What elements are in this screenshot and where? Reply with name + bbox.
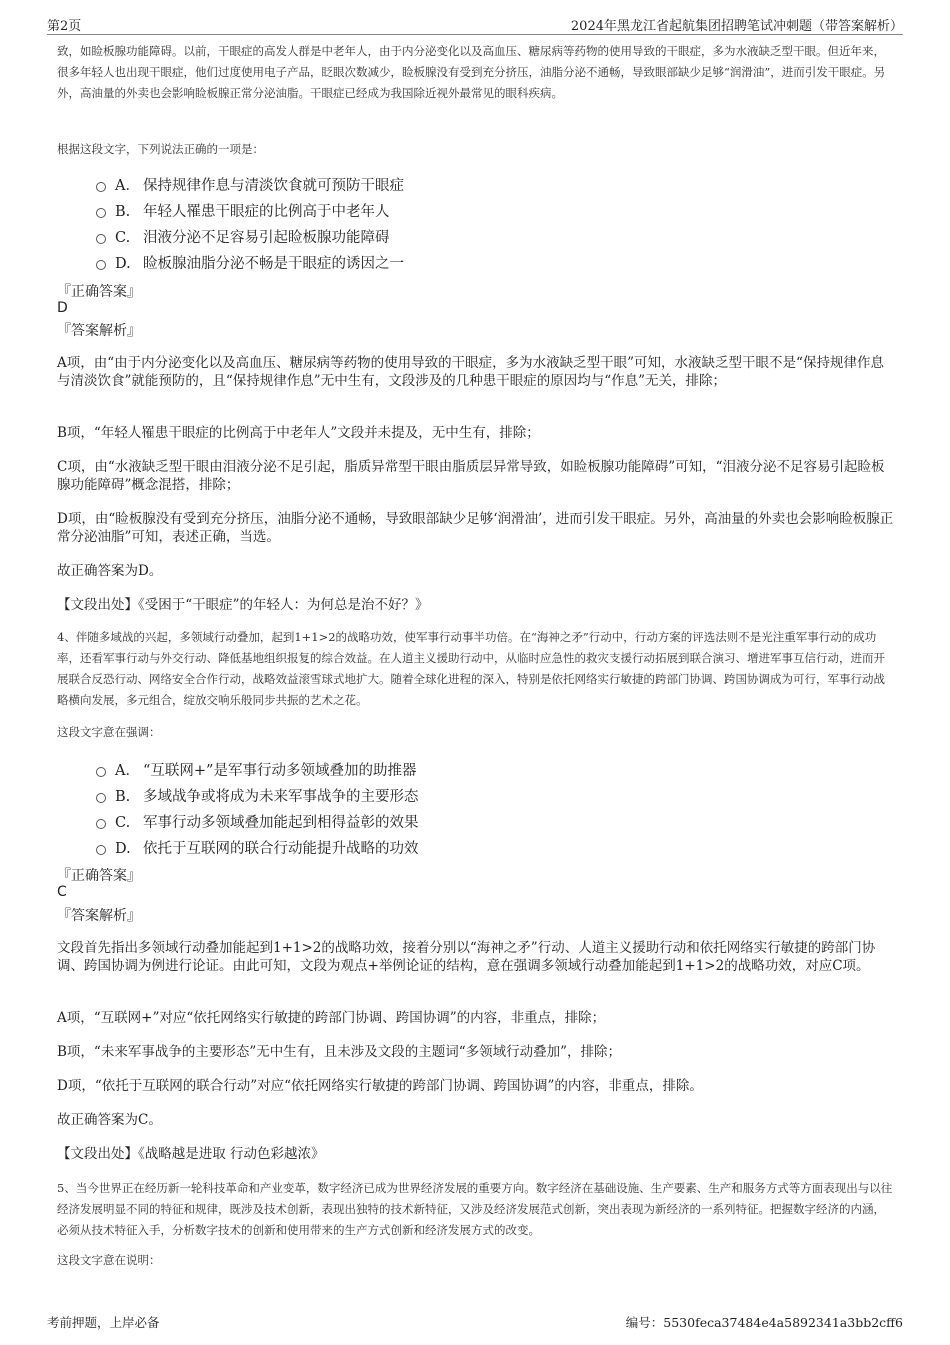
radio-icon[interactable] xyxy=(96,767,106,777)
q3-analysis-b: B项，“年轻人罹患干眼症的比例高于中老年人”文段并未提及，无中生有，排除； xyxy=(57,425,540,441)
q3-option-c[interactable]: C. 泪液分泌不足容易引起睑板腺功能障碍 xyxy=(96,226,390,250)
q3-option-a[interactable]: A． 保持规律作息与清淡饮食就可预防干眼症 xyxy=(96,174,404,198)
q3-answer-label: 『正确答案』 xyxy=(57,284,141,300)
q4-answer: C xyxy=(57,884,67,900)
q3-option-b[interactable]: B. 年轻人罹患干眼症的比例高于中老年人 xyxy=(96,200,390,224)
radio-icon[interactable] xyxy=(96,234,106,244)
q3-option-d[interactable]: D. 睑板腺油脂分泌不畅是干眼症的诱因之一 xyxy=(96,252,404,276)
q3-answer: D xyxy=(57,300,68,316)
footer-slogan: 考前押题，上岸必备 xyxy=(47,1315,160,1330)
radio-icon[interactable] xyxy=(96,845,106,855)
q3-analysis-a: A项，由“由于内分泌变化以及高血压、糖尿病等药物的使用导致的干眼症，多为水液缺乏型干眼”可知，水液缺乏型干眼不是“保持规律作息与清淡饮食”就能预防的，且“保持规律作息”无中生有，文段涉及的几种患干眼症的原因均与“作息”无关，排除； xyxy=(57,355,884,389)
document-title: 2024年黑龙江省起航集团招聘笔试冲刺题（带答案解析） xyxy=(570,19,903,34)
q4-option-b[interactable]: B. 多域战争或将成为未来军事战争的主要形态 xyxy=(96,785,419,809)
q4-conclusion: 故正确答案为C。 xyxy=(57,1112,162,1128)
q4-source: 【文段出处】《战略越是进取 行动色彩越浓》 xyxy=(57,1146,325,1162)
page-header xyxy=(47,12,903,35)
q3-analysis-label: 『答案解析』 xyxy=(57,323,141,339)
radio-icon[interactable] xyxy=(96,208,106,218)
q3-passage: 致，如睑板腺功能障碍。以前，干眼症的高发人群是中老年人，由于内分泌变化以及高血压、糖尿病等药物的使用导致的干眼症，多为水液缺乏型干眼。但近年来，很多年轻人也出现干眼症，他们过度使用电子产品，眨眼次数减少，睑板腺没有受到充分挤压，油脂分泌不通畅，导致眼部缺少足够“润滑油”，进而引发干眼症。另外，高油量的外卖也会影响睑板腺正常分泌油脂。干眼症已经成为我国除近视外最常见的眼科疾病。 xyxy=(57,44,886,100)
q4-analysis-main: 文段首先指出多领域行动叠加能起到1+1>2的战略功效，接着分别以“海神之矛”行动、人道主义援助行动和依托网络实行敏捷的跨部门协调、跨国协调为例进行论证。由此可知，文段为观点+举例论证的结构，意在强调多领域行动叠加能起到1+1>2的战略功效，对应C项。 xyxy=(57,940,876,974)
q3-question: 根据这段文字，下列说法正确的一项是： xyxy=(57,142,264,156)
radio-icon[interactable] xyxy=(96,182,106,192)
q4-analysis-d: D项，“依托于互联网的联合行动”对应“依托网络实行敏捷的跨部门协调、跨国协调”的内容，非重点，排除。 xyxy=(57,1078,703,1094)
q4-analysis-a: A项，“互联网+”对应“依托网络实行敏捷的跨部门协调、跨国协调”的内容，非重点，排除； xyxy=(57,1010,606,1026)
q3-source: 【文段出处】《受困于“干眼症”的年轻人：为何总是治不好？》 xyxy=(57,597,429,613)
q4-question: 这段文字意在强调： xyxy=(57,725,161,739)
q4-answer-label: 『正确答案』 xyxy=(57,868,141,884)
q4-option-d[interactable]: D. 依托于互联网的联合行动能提升战略的功效 xyxy=(96,837,419,861)
q4-passage: 4、伴随多域战的兴起，多领域行动叠加，起到1+1>2的战略功效，使军事行动事半功倍。在“海神之矛”行动中，行动方案的评选法则不是光注重军事行动的成功率，还看军事行动与外交行动、降低基地组织报复的综合效益。在人道主义援助行动中，从临时应急性的救灾支援行动拓展到联合演习、增进军事互信行动，进而开展联合反恐行动、网络安全合作行动，战略效益滚雪球式地扩大。随着全球化进程的深入，特别是依托网络实行敏捷的跨部门协调、跨国协调成为可行，军事行动战略横向发展，多元组合，绽放交响乐般同步共振的艺术之花。 xyxy=(57,630,885,707)
page-number: 第2页 xyxy=(47,19,82,34)
radio-icon[interactable] xyxy=(96,260,106,270)
q4-analysis-label: 『答案解析』 xyxy=(57,908,141,924)
q3-analysis-c: C项，由“水液缺乏型干眼由泪液分泌不足引起，脂质异常型干眼由脂质层异常导致，如睑板腺功能障碍”可知，“泪液分泌不足容易引起睑板腺功能障碍”概念混搭，排除； xyxy=(57,459,885,493)
document-id: 编号：5530feca37484e4a5892341a3bb2cff6 xyxy=(625,1315,903,1330)
q4-option-a[interactable]: A． “互联网+”是军事行动多领域叠加的助推器 xyxy=(96,759,416,783)
q5-passage: 5、当今世界正在经历新一轮科技革命和产业变革，数字经济已成为世界经济发展的重要方向。数字经济在基础设施、生产要素、生产和服务方式等方面表现出与以往经济发展明显不同的特征和规律，既涉及技术创新，表现出独特的技术新特征，又涉及经济发展范式创新，突出表现为新经济的一系列特征。把握数字经济的内涵，必须从技术特征入手，分析数字技术的创新和使用带来的生产方式创新和经济发展方式的改变。 xyxy=(57,1181,893,1237)
q3-analysis-d: D项，由“睑板腺没有受到充分挤压，油脂分泌不通畅，导致眼部缺少足够‘润滑油’，进而引发干眼症。另外，高油量的外卖也会影响睑板腺正常分泌油脂”可知，表述正确，当选。 xyxy=(57,511,894,545)
radio-icon[interactable] xyxy=(96,819,106,829)
q5-question: 这段文字意在说明： xyxy=(57,1253,161,1267)
radio-icon[interactable] xyxy=(96,793,106,803)
q3-conclusion: 故正确答案为D。 xyxy=(57,563,163,579)
q4-analysis-b: B项，“未来军事战争的主要形态”无中生有，且未涉及文段的主题词“多领域行动叠加”，排除； xyxy=(57,1044,622,1060)
q4-option-c[interactable]: C. 军事行动多领域叠加能起到相得益彰的效果 xyxy=(96,811,419,835)
